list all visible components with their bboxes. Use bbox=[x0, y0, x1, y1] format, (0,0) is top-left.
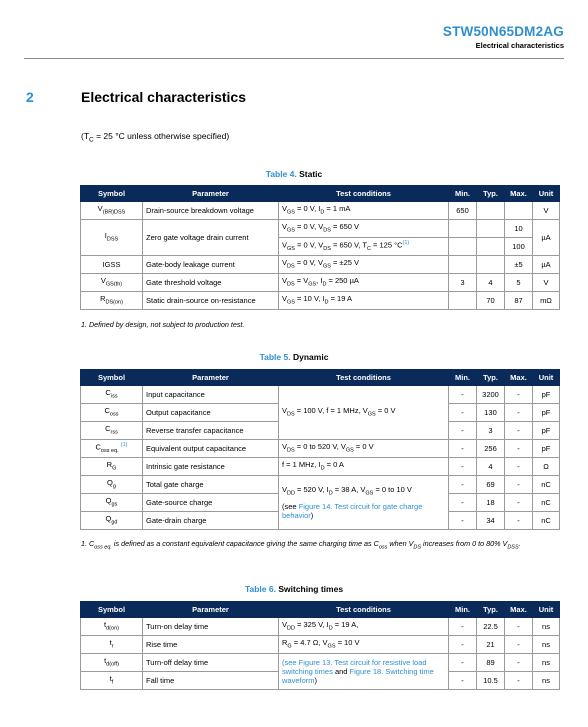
max-cell: 100 bbox=[505, 238, 533, 256]
symbol-cell: $Q_g$ bbox=[81, 476, 143, 494]
max-cell: - bbox=[505, 618, 533, 636]
unit-cell: Ω bbox=[533, 458, 560, 476]
symbol-cell: $R_G$ bbox=[81, 458, 143, 476]
test-cell: $V_{DS} = 100$ V, f = 1 MHz, $V_{GS} = 0$ V bbox=[279, 386, 449, 440]
table-row bbox=[81, 458, 560, 476]
col-unit: Unit bbox=[533, 186, 560, 202]
table6-number: Table 6. bbox=[244, 584, 276, 594]
test-cell: $V_{DS} = 0$ V, $V_{GS} = \pm 25$ V bbox=[279, 256, 449, 274]
charge-test-conditions: $V_{DD} = 520$ V, $I_D = 38$ A, $V_{GS} = 0$ to 10 V bbox=[282, 485, 412, 497]
test-cell: $V_{GS} = 0$ V, $I_D = 1$ mA bbox=[279, 202, 449, 220]
max-cell: 5 bbox=[505, 274, 533, 292]
typ-cell: 18 bbox=[477, 494, 505, 512]
min-cell: - bbox=[449, 386, 477, 404]
symbol-cell: $t_r$ bbox=[81, 636, 143, 654]
col-typ: Typ. bbox=[477, 602, 505, 618]
typ-cell: 21 bbox=[477, 636, 505, 654]
parameter-cell: Gate-body leakage current bbox=[143, 256, 279, 274]
parameter-cell: Fall time bbox=[143, 672, 279, 690]
unit-cell: pF bbox=[533, 386, 560, 404]
table-row bbox=[81, 440, 560, 458]
typ-cell: 4 bbox=[477, 274, 505, 292]
header-divider bbox=[24, 58, 564, 59]
parameter-cell: Static drain-source on-resistance bbox=[143, 292, 279, 310]
col-max: Max. bbox=[505, 602, 533, 618]
typ-cell: 89 bbox=[477, 654, 505, 672]
col-unit: Unit bbox=[533, 370, 560, 386]
table-row bbox=[81, 202, 560, 220]
unit-cell: ns bbox=[533, 672, 560, 690]
min-cell: - bbox=[449, 494, 477, 512]
col-test-conditions: Test conditions bbox=[279, 602, 449, 618]
parameter-cell: Gate-drain charge bbox=[143, 512, 279, 530]
min-cell: - bbox=[449, 476, 477, 494]
link-joiner: and bbox=[332, 667, 350, 676]
parameter-cell: Reverse transfer capacitance bbox=[143, 422, 279, 440]
max-cell: - bbox=[505, 494, 533, 512]
typ-cell: 10.5 bbox=[477, 672, 505, 690]
min-cell: - bbox=[449, 636, 477, 654]
table-dynamic bbox=[80, 369, 560, 530]
test-cell bbox=[279, 476, 449, 530]
unit-cell: ns bbox=[533, 636, 560, 654]
max-cell: - bbox=[505, 476, 533, 494]
unit-cell: V bbox=[533, 202, 560, 220]
table-row bbox=[81, 476, 560, 494]
unit-cell: ns bbox=[533, 654, 560, 672]
test-cell: $V_{DS} = 0$ to 520 V, $V_{GS} = 0$ V bbox=[279, 440, 449, 458]
typ-cell bbox=[477, 202, 505, 220]
table-row bbox=[81, 654, 560, 672]
table-header-row bbox=[81, 370, 560, 386]
symbol-cell: $C_{oss}$ bbox=[81, 404, 143, 422]
parameter-cell: Gate-source charge bbox=[143, 494, 279, 512]
col-symbol: Symbol bbox=[81, 370, 143, 386]
max-cell: - bbox=[505, 386, 533, 404]
test-cell: $R_G = 4.7$ Ω, $V_{GS} = 10$ V bbox=[279, 636, 449, 654]
col-symbol: Symbol bbox=[81, 602, 143, 618]
symbol-cell: $V_{(BR)DSS}$ bbox=[81, 202, 143, 220]
min-cell: - bbox=[449, 458, 477, 476]
unit-cell: mΩ bbox=[533, 292, 560, 310]
table-header-row bbox=[81, 186, 560, 202]
section-title: Electrical characteristics bbox=[81, 89, 246, 105]
symbol-cell: $C_{oss eq.}$ $^{(1)}$ bbox=[81, 440, 143, 458]
min-cell: - bbox=[449, 422, 477, 440]
max-cell: 87 bbox=[505, 292, 533, 310]
symbol-cell: $t_f$ bbox=[81, 672, 143, 690]
conditions-note: ($T_C = 25$ °C unless otherwise specified) bbox=[81, 131, 230, 144]
table5-number: Table 5. bbox=[259, 352, 291, 362]
max-cell: - bbox=[505, 672, 533, 690]
table4-footnote: 1. Defined by design, not subject to production test. bbox=[81, 320, 245, 329]
symbol-cell: $C_{rss}$ bbox=[81, 422, 143, 440]
typ-cell: 70 bbox=[477, 292, 505, 310]
typ-cell bbox=[477, 256, 505, 274]
unit-cell: ns bbox=[533, 618, 560, 636]
test-cell: $V_{DD} = 325$ V, $I_D = 19$ A, bbox=[279, 618, 449, 636]
table-switching-times bbox=[80, 601, 560, 690]
max-cell: - bbox=[505, 636, 533, 654]
col-min: Min. bbox=[449, 186, 477, 202]
col-max: Max. bbox=[505, 370, 533, 386]
table5-footnote: 1. $C_{oss eq.}$ is defined as a constant equivalent capacitance giving the same charging time as $C_{oss}$ when $V_{DS}$ increases from 0 to 80% $V_{DSS}$. bbox=[81, 539, 521, 551]
min-cell: 650 bbox=[449, 202, 477, 220]
max-cell: - bbox=[505, 458, 533, 476]
switching-waveform-link[interactable]: Figure 18. Switching time waveform bbox=[282, 667, 434, 685]
test-cell: $V_{GS} = 10$ V, $I_D = 19$ A bbox=[279, 292, 449, 310]
unit-cell: nC bbox=[533, 512, 560, 530]
col-parameter: Parameter bbox=[143, 186, 279, 202]
max-cell: - bbox=[505, 654, 533, 672]
part-number: STW50N65DM2AG bbox=[442, 24, 564, 39]
table-header-row bbox=[81, 602, 560, 618]
symbol-cell: $Q_{gs}$ bbox=[81, 494, 143, 512]
link-close-paren: ) bbox=[314, 676, 318, 685]
table-row bbox=[81, 636, 560, 654]
min-cell bbox=[449, 220, 477, 238]
gate-charge-link[interactable]: (see Figure 14. Test circuit for gate charge behavior) bbox=[282, 501, 423, 520]
table-row bbox=[81, 256, 560, 274]
table4-number: Table 4. bbox=[265, 169, 297, 179]
symbol-cell: $R_{DS(on)}$ bbox=[81, 292, 143, 310]
col-min: Min. bbox=[449, 370, 477, 386]
test-cell bbox=[279, 654, 449, 690]
parameter-cell: Zero gate voltage drain current bbox=[143, 220, 279, 256]
symbol-cell: $Q_{gd}$ bbox=[81, 512, 143, 530]
parameter-cell: Turn-on delay time bbox=[143, 618, 279, 636]
unit-cell: µA bbox=[533, 220, 560, 256]
table-static bbox=[80, 185, 560, 310]
table6-caption bbox=[0, 584, 588, 594]
table4-caption bbox=[0, 169, 588, 179]
typ-cell: 3200 bbox=[477, 386, 505, 404]
min-cell: 3 bbox=[449, 274, 477, 292]
col-test-conditions: Test conditions bbox=[279, 370, 449, 386]
unit-cell: pF bbox=[533, 422, 560, 440]
col-test-conditions: Test conditions bbox=[279, 186, 449, 202]
typ-cell: 22.5 bbox=[477, 618, 505, 636]
col-min: Min. bbox=[449, 602, 477, 618]
parameter-cell: Intrinsic gate resistance bbox=[143, 458, 279, 476]
typ-cell: 3 bbox=[477, 422, 505, 440]
min-cell: - bbox=[449, 618, 477, 636]
max-cell: - bbox=[505, 422, 533, 440]
table-row bbox=[81, 618, 560, 636]
unit-cell: pF bbox=[533, 440, 560, 458]
min-cell: - bbox=[449, 404, 477, 422]
symbol-cell: $t_{d(off)}$ bbox=[81, 654, 143, 672]
min-cell bbox=[449, 256, 477, 274]
min-cell: - bbox=[449, 654, 477, 672]
unit-cell: nC bbox=[533, 476, 560, 494]
test-cell: $V_{GS} = 0$ V, $V_{DS} = 650$ V, $T_C = 125$ $^\circ C^{(1)}$ bbox=[279, 238, 449, 256]
max-cell: 10 bbox=[505, 220, 533, 238]
symbol-cell: IGSS bbox=[81, 256, 143, 274]
test-cell: f = 1 MHz, $I_D = 0$ A bbox=[279, 458, 449, 476]
unit-cell: nC bbox=[533, 494, 560, 512]
parameter-cell: Output capacitance bbox=[143, 404, 279, 422]
col-parameter: Parameter bbox=[143, 370, 279, 386]
min-cell bbox=[449, 292, 477, 310]
table5-name: Dynamic bbox=[292, 352, 329, 362]
parameter-cell: Drain-source breakdown voltage bbox=[143, 202, 279, 220]
max-cell: - bbox=[505, 404, 533, 422]
symbol-cell: $C_{iss}$ bbox=[81, 386, 143, 404]
col-typ: Typ. bbox=[477, 370, 505, 386]
col-max: Max. bbox=[505, 186, 533, 202]
min-cell: - bbox=[449, 672, 477, 690]
table-row bbox=[81, 274, 560, 292]
typ-cell: 69 bbox=[477, 476, 505, 494]
col-typ: Typ. bbox=[477, 186, 505, 202]
symbol-cell: $V_{GS(th)}$ bbox=[81, 274, 143, 292]
parameter-cell: Rise time bbox=[143, 636, 279, 654]
table6-name: Switching times bbox=[278, 584, 344, 594]
max-cell: - bbox=[505, 440, 533, 458]
typ-cell: 34 bbox=[477, 512, 505, 530]
section-number: 2 bbox=[26, 89, 34, 105]
min-cell bbox=[449, 238, 477, 256]
resistive-load-link[interactable]: (see Figure 13. Test circuit for resistive load switching times bbox=[282, 658, 427, 676]
max-cell: - bbox=[505, 512, 533, 530]
table4-name: Static bbox=[299, 169, 323, 179]
parameter-cell: Total gate charge bbox=[143, 476, 279, 494]
col-symbol: Symbol bbox=[81, 186, 143, 202]
parameter-cell: Turn-off delay time bbox=[143, 654, 279, 672]
parameter-cell: Equivalent output capacitance bbox=[143, 440, 279, 458]
unit-cell: V bbox=[533, 274, 560, 292]
symbol-cell: $t_{d(on)}$ bbox=[81, 618, 143, 636]
unit-cell: pF bbox=[533, 404, 560, 422]
header-subtitle: Electrical characteristics bbox=[475, 41, 564, 50]
col-unit: Unit bbox=[533, 602, 560, 618]
table-row bbox=[81, 386, 560, 404]
typ-cell bbox=[477, 238, 505, 256]
typ-cell: 4 bbox=[477, 458, 505, 476]
typ-cell: 256 bbox=[477, 440, 505, 458]
parameter-cell: Input capacitance bbox=[143, 386, 279, 404]
typ-cell: 130 bbox=[477, 404, 505, 422]
min-cell: - bbox=[449, 512, 477, 530]
col-parameter: Parameter bbox=[143, 602, 279, 618]
parameter-cell: Gate threshold voltage bbox=[143, 274, 279, 292]
max-cell: ±5 bbox=[505, 256, 533, 274]
unit-cell: µA bbox=[533, 256, 560, 274]
max-cell bbox=[505, 202, 533, 220]
table-row bbox=[81, 292, 560, 310]
table5-caption bbox=[0, 352, 588, 362]
typ-cell bbox=[477, 220, 505, 238]
table-row bbox=[81, 220, 560, 238]
test-cell: $V_{GS} = 0$ V, $V_{DS} = 650$ V bbox=[279, 220, 449, 238]
test-cell: $V_{DS} = V_{GS}$, $I_D = 250$ µA bbox=[279, 274, 449, 292]
symbol-cell: $I_{DSS}$ bbox=[81, 220, 143, 256]
min-cell: - bbox=[449, 440, 477, 458]
